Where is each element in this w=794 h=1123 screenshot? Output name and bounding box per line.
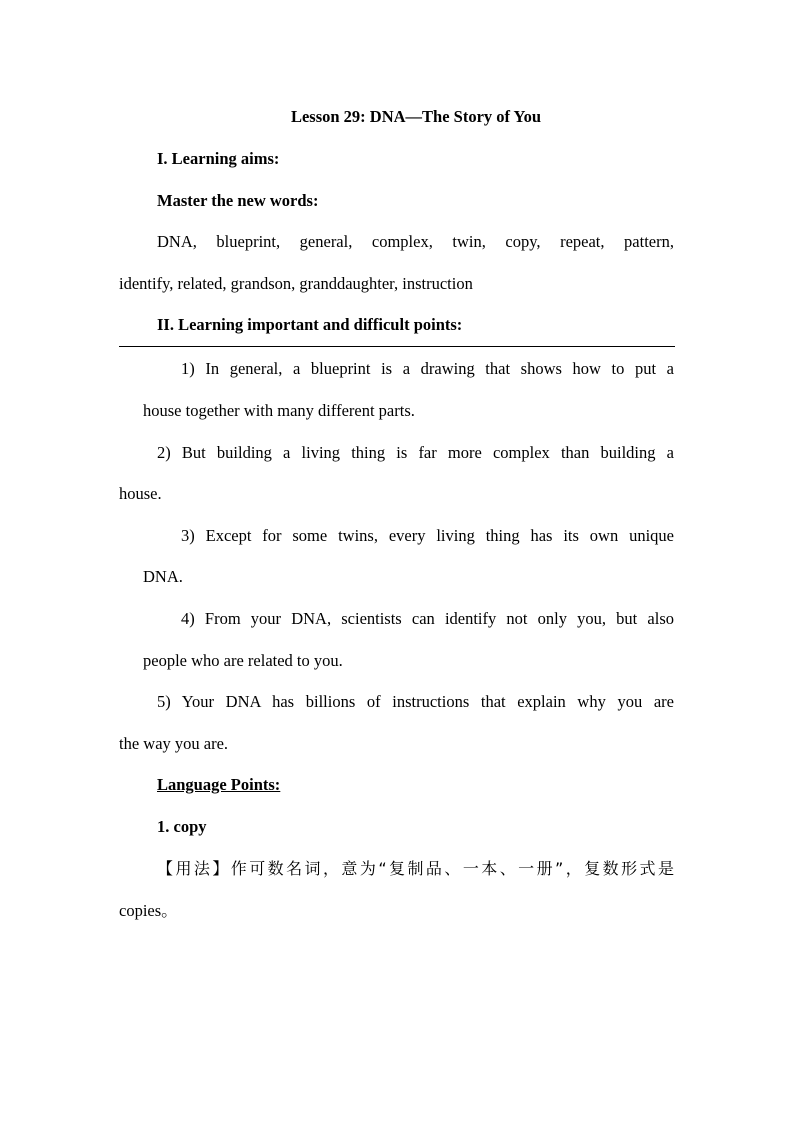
new-words-line-1: DNA, blueprint, general, complex, twin, copy, repeat, pattern,: [157, 232, 674, 251]
point-3-line-2: DNA.: [143, 567, 183, 586]
new-words-line-2: identify, related, grandson, granddaughter, instruction: [119, 274, 473, 293]
language-points-heading: Language Points:: [157, 775, 281, 794]
point-5-line-2: the way you are.: [119, 734, 229, 753]
language-item-1-title: 1. copy: [157, 817, 207, 836]
point-2-line-1: 2) But building a living thing is far more complex than building a: [157, 443, 674, 462]
point-1-line-1: 1) In general, a blueprint is a drawing that shows how to put a: [181, 359, 674, 378]
point-1-line-2: house together with many different parts.: [143, 401, 415, 420]
learning-aims-heading: I. Learning aims:: [157, 149, 280, 168]
important-points-heading: II. Learning important and difficult points:: [157, 315, 463, 334]
language-item-1-usage-line-2: copies。: [119, 901, 178, 920]
point-4-line-2: people who are related to you.: [143, 651, 343, 670]
language-item-1-usage-line-1: 【用法】作可数名词，意为“复制品、一本、一册”，复数形式是: [157, 859, 674, 878]
point-5-line-1: 5) Your DNA has billions of instructions that explain why you are: [157, 692, 674, 711]
point-3-line-1: 3) Except for some twins, every living thing has its own unique: [181, 526, 674, 545]
point-2-line-2: house.: [119, 484, 162, 503]
new-words-subheading: Master the new words:: [157, 191, 319, 210]
lesson-title: Lesson 29: DNA—The Story of You: [290, 107, 542, 126]
point-4-line-1: 4) From your DNA, scientists can identify not only you, but also: [181, 609, 674, 628]
horizontal-rule: [119, 346, 675, 347]
